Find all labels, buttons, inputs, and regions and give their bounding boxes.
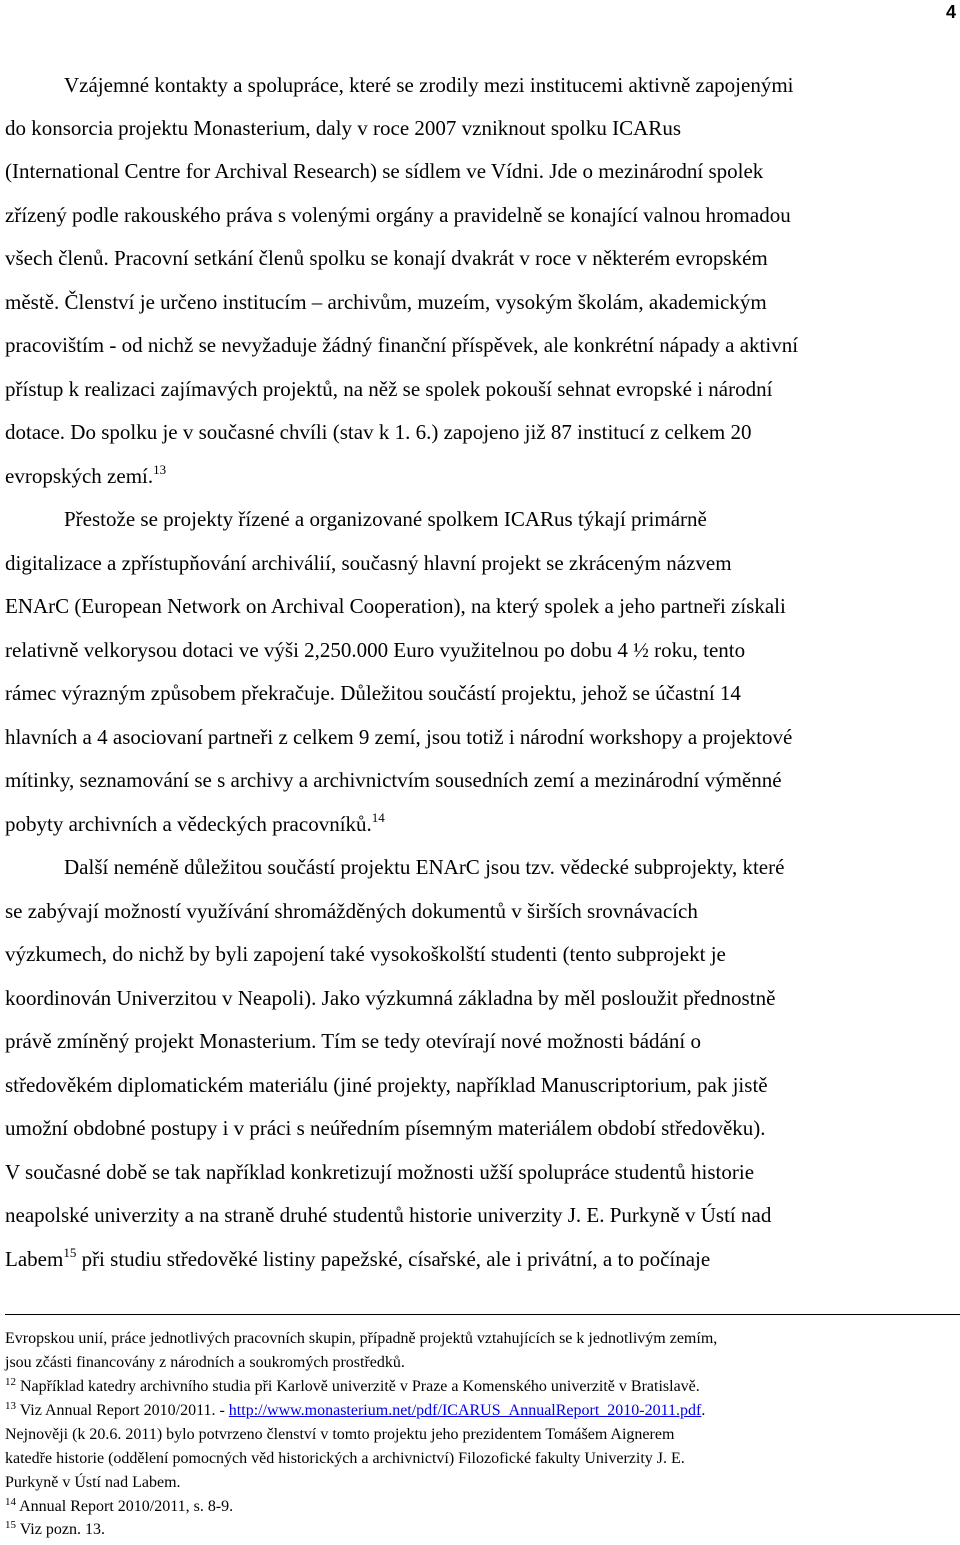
body-line: koordinován Univerzitou v Neapoli). Jako výzkumná základna by měl posloužit přednostně bbox=[5, 986, 776, 1010]
body-line: V současné době se tak například konkretizují možnosti užší spolupráce studentů historie bbox=[5, 1160, 755, 1184]
footnote-13-line: Nejnověji (k 20.6. 2011) bylo potvrzeno členství v tomto projektu jeho prezidentem Tomášem Aignerem bbox=[5, 1426, 675, 1443]
footnote-text: Například katedry archivního studia při Karlově univerzitě v Praze a Komenského univerzitě v Bratislavě. bbox=[16, 1378, 700, 1395]
body-line: digitalizace a zpřístupňování archiválií, současný hlavní projekt se zkráceným názvem bbox=[5, 551, 732, 575]
body-line: přístup k realizaci zajímavých projektů, na něž se spolek pokouší sehnat evropské i národní bbox=[5, 377, 773, 401]
body-line: městě. Členství je určeno institucím – archivům, muzeím, vysokým školám, akademickým bbox=[5, 290, 767, 314]
footnote-13-line: katedře historie (oddělení pomocných věd historických a archivnictví) Filozofické fakulty Univerzity J. E. bbox=[5, 1450, 685, 1467]
annual-report-link[interactable]: http://www.monasterium.net/pdf/ICARUS_AnnualReport_2010-2011.pdf bbox=[228, 1402, 702, 1419]
footnote-number: 12 bbox=[5, 1376, 16, 1388]
footnote-15 bbox=[5, 1520, 105, 1539]
footnote-number: 15 bbox=[5, 1519, 16, 1531]
body-line: do konsorcia projektu Monasterium, daly v roce 2007 vzniknout spolku ICARus bbox=[5, 116, 681, 140]
body-line: relativně velkorysou dotaci ve výši 2,250.000 Euro využitelnou po dobu 4 ½ roku, tento bbox=[5, 638, 746, 662]
footnote-text: . bbox=[701, 1402, 706, 1419]
body-line: se zabývají možností využívání shromážděných dokumentů v širších srovnávacích bbox=[5, 899, 698, 923]
footnote-continuation: jsou zčásti financovány z národních a soukromých prostředků. bbox=[5, 1354, 405, 1371]
body-line: všech členů. Pracovní setkání členů spolku se konají dvakrát v roce v některém evropském bbox=[5, 246, 768, 270]
footnote-ref-14[interactable]: 14 bbox=[371, 810, 385, 825]
footnote-number: 13 bbox=[5, 1400, 16, 1412]
body-line: pracovištím - od nichž se nevyžaduje žádný finanční příspěvek, ale konkrétní nápady a aktivní bbox=[5, 333, 799, 357]
body-line bbox=[5, 1247, 710, 1271]
body-line: umožní obdobné postupy i v práci s neúředním písemným materiálem období středověku). bbox=[5, 1116, 766, 1140]
body-line bbox=[5, 812, 385, 836]
body-line: hlavních a 4 asociovaní partneři z celkem 9 zemí, jsou totiž i národní workshopy a projektové bbox=[5, 725, 793, 749]
footnote-number: 14 bbox=[5, 1496, 16, 1508]
body-line-text: evropských zemí. bbox=[5, 464, 154, 488]
body-line: ENArC (European Network on Archival Cooperation), na který spolek a jeho partneři získali bbox=[5, 594, 786, 618]
footnote-ref-13[interactable]: 13 bbox=[153, 462, 167, 477]
body-line: zřízený podle rakouského práva s volenými orgány a pravidelně se konající valnou hromadou bbox=[5, 203, 791, 227]
body-line-text: při studiu středověké listiny papežské, císařské, ale i privátní, a to počínaje bbox=[81, 1247, 711, 1271]
footnote-12 bbox=[5, 1377, 700, 1396]
body-line-text: pobyty archivních a vědeckých pracovníků. bbox=[5, 812, 372, 836]
body-line: dotace. Do spolku je v současné chvíli (stav k 1. 6.) zapojeno již 87 institucí z celkem 20 bbox=[5, 420, 752, 444]
body-line: právě zmíněný projekt Monasterium. Tím se tedy otevírají nové možnosti bádání o bbox=[5, 1029, 701, 1053]
footnote-13 bbox=[5, 1401, 705, 1420]
body-line: Další neméně důležitou součástí projektu ENArC jsou tzv. vědecké subprojekty, které bbox=[64, 855, 785, 879]
footnote-continuation: Evropskou unií, práce jednotlivých pracovních skupin, případně projektů vztahujících se k jednotlivým zemím, bbox=[5, 1330, 718, 1347]
footnote-14 bbox=[5, 1497, 233, 1516]
footnote-13-line: Purkyně v Ústí nad Labem. bbox=[5, 1474, 181, 1491]
body-line: neapolské univerzity a na straně druhé studentů historie univerzity J. E. Purkyně v Ústí nad bbox=[5, 1203, 772, 1227]
footnote-separator bbox=[5, 1314, 960, 1315]
body-line: Přestože se projekty řízené a organizované spolkem ICARus týkají primárně bbox=[64, 507, 707, 531]
page-number: 4 bbox=[945, 2, 956, 22]
body-line: rámec výrazným způsobem překračuje. Důležitou součástí projektu, jehož se účastní 14 bbox=[5, 681, 741, 705]
footnote-ref-15[interactable]: 15 bbox=[63, 1245, 77, 1260]
body-line: (International Centre for Archival Research) se sídlem ve Vídni. Jde o mezinárodní spolek bbox=[5, 159, 764, 183]
body-line: Vzájemné kontakty a spolupráce, které se zrodily mezi institucemi aktivně zapojenými bbox=[64, 73, 794, 97]
footnote-text: Viz pozn. 13. bbox=[16, 1521, 105, 1538]
body-line bbox=[5, 464, 166, 488]
body-line: středověkém diplomatickém materiálu (jiné projekty, například Manuscriptorium, pak jistě bbox=[5, 1073, 768, 1097]
body-line: výzkumech, do nichž by byli zapojení také vysokoškolští studenti (tento subprojekt je bbox=[5, 942, 726, 966]
body-line-text: Labem bbox=[5, 1247, 64, 1271]
footnote-text: Annual Report 2010/2011, s. 8-9. bbox=[16, 1498, 234, 1515]
body-line: mítinky, seznamování se s archivy a archivnictvím sousedních zemí a mezinárodní výměnné bbox=[5, 768, 782, 792]
footnote-text: Viz Annual Report 2010/2011. - bbox=[16, 1402, 229, 1419]
